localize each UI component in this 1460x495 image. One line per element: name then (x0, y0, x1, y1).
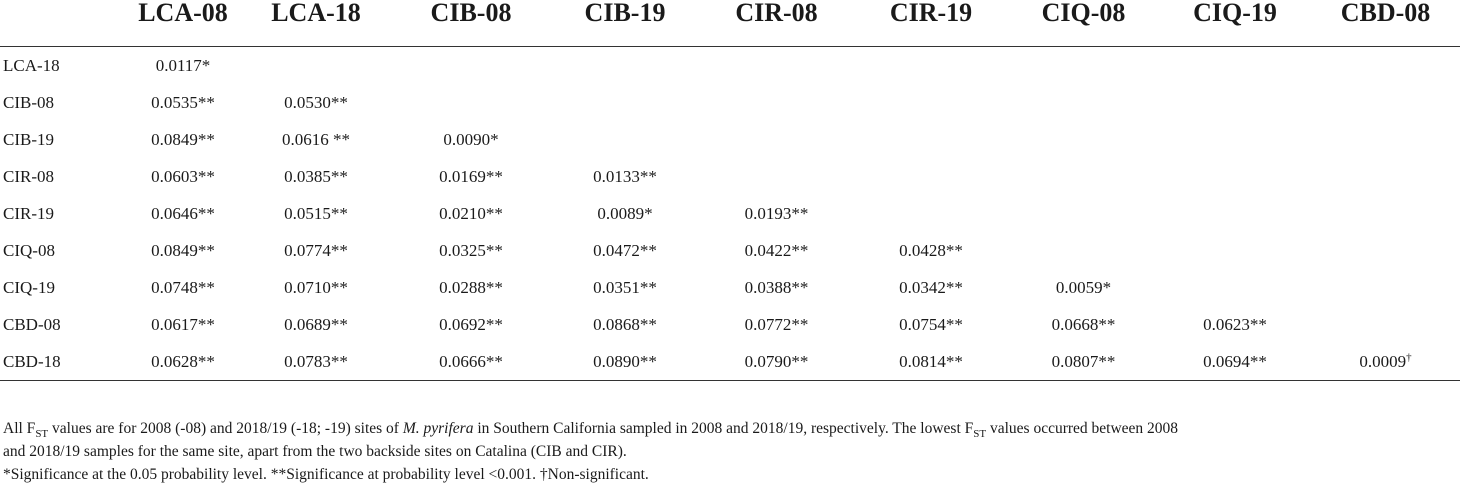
fst-value: 0.0385** (284, 166, 348, 186)
fst-value-cell (125, 47, 241, 85)
fst-value: 0.0342** (899, 277, 963, 297)
fst-value-cell (1311, 306, 1460, 343)
fst-value-cell (854, 269, 1008, 306)
fst-value-cell (551, 47, 699, 85)
fst-value: 0.0617** (151, 314, 215, 334)
fst-value-cell (551, 84, 699, 121)
column-header: CBD-08 (1340, 0, 1431, 27)
table-row (0, 121, 1460, 158)
fst-value-cell (1159, 47, 1311, 85)
fst-value: 0.0668** (1051, 314, 1116, 334)
column-header: CIR-08 (735, 0, 818, 27)
fst-value: 0.0009 (1359, 351, 1407, 371)
fst-value-cell (551, 121, 699, 158)
row-label: CIQ-08 (3, 240, 55, 260)
fst-value-cell (551, 269, 699, 306)
fst-value-cell (125, 195, 241, 232)
fst-value-cell (854, 84, 1008, 121)
fst-value-cell (1008, 195, 1159, 232)
fst-value: 0.0515** (284, 203, 348, 223)
fst-value-cell (854, 158, 1008, 195)
fst-value: 0.0530** (284, 92, 348, 112)
fst-value-cell (125, 84, 241, 121)
column-header: CIR-19 (889, 0, 973, 27)
fst-value: 0.0089* (597, 203, 653, 223)
table-row (0, 269, 1460, 306)
fst-value: 0.0666** (439, 351, 503, 371)
fst-value-cell (699, 121, 854, 158)
species-name: M. pyrifera (402, 420, 474, 437)
fst-value-cell (1008, 121, 1159, 158)
fst-value-cell (1008, 343, 1159, 381)
fst-value: 0.0210** (439, 203, 503, 223)
non-significant-mark: † (1406, 350, 1412, 363)
fst-value-cell (1159, 306, 1311, 343)
fst-value-cell (854, 343, 1008, 381)
row-label: CIR-08 (3, 166, 54, 186)
table-row (0, 195, 1460, 232)
fst-value-cell (1008, 269, 1159, 306)
fst-value-cell (391, 306, 551, 343)
fst-value-cell (241, 121, 391, 158)
fst-value-cell (391, 47, 551, 85)
fst-value-cell (854, 232, 1008, 269)
fst-value: 0.0388** (744, 277, 809, 297)
fst-value-cell (241, 158, 391, 195)
table-row (0, 84, 1460, 121)
table-row (0, 232, 1460, 269)
footnote-line-1: All $F_{ST}$ values are for 2008 (-08) and 2018/19 (-18; -19) sites of M. pyrifera in Southern California sampled in 2008 and 2018/19, respectively. The lowest $F_{ST}$ values occurred between 2008 (3, 420, 1179, 441)
column-header: LCA-18 (271, 0, 361, 27)
table-row (0, 306, 1460, 343)
fst-value: 0.0628** (151, 351, 215, 371)
fst-value: 0.0694** (1203, 351, 1267, 371)
fst-value: 0.0689** (284, 314, 348, 334)
footnote-significance: *Significance at the 0.05 probability level. **Significance at probability level <0.001. †Non-significant. (3, 466, 649, 483)
fst-value-cell (699, 343, 854, 381)
fst-value-cell (391, 232, 551, 269)
fst-value-cell (125, 121, 241, 158)
fst-value-cell (699, 158, 854, 195)
table-body (0, 47, 1460, 381)
fst-value: 0.0623** (1203, 314, 1267, 334)
fst-value-cell (391, 343, 551, 381)
fst-value: 0.0133** (593, 166, 657, 186)
fst-value-cell (551, 306, 699, 343)
fst-value-cell (551, 232, 699, 269)
fst-value: 0.0428** (899, 240, 963, 260)
fst-value: 0.0117* (155, 55, 211, 75)
fst-value-cell (391, 158, 551, 195)
fst-value-cell (1159, 195, 1311, 232)
fst-value: 0.0169** (439, 166, 503, 186)
fst-value: 0.0090* (443, 129, 499, 149)
fst-value-cell (1159, 269, 1311, 306)
fst-value-cell (1311, 195, 1460, 232)
fst-value: 0.0472** (593, 240, 657, 260)
fst-value: 0.0288** (439, 277, 503, 297)
fst-value-cell (1008, 232, 1159, 269)
fst-value-cell (241, 84, 391, 121)
fst-value: 0.0535** (151, 92, 215, 112)
fst-value-cell (551, 158, 699, 195)
fst-value-cell (699, 84, 854, 121)
fst-value-cell (241, 195, 391, 232)
fst-value: 0.0849** (151, 129, 215, 149)
fst-value: 0.0748** (151, 277, 215, 297)
fst-value: 0.0790** (744, 351, 809, 371)
fst-value: 0.0772** (744, 314, 809, 334)
fst-value-cell (1008, 158, 1159, 195)
fst-value: 0.0868** (593, 314, 657, 334)
fst-value-cell (699, 269, 854, 306)
table-row (0, 343, 1460, 381)
table-row (0, 47, 1460, 85)
fst-value-cell (1159, 84, 1311, 121)
fst-value: 0.0059* (1055, 277, 1112, 297)
column-header: LCA-08 (138, 0, 228, 27)
fst-value: 0.0754** (899, 314, 963, 334)
fst-value-cell (125, 306, 241, 343)
row-label: CIQ-19 (3, 277, 55, 297)
fst-value-cell (699, 47, 854, 85)
fst-value: 0.0849** (151, 240, 215, 260)
fst-value: 0.0351** (593, 277, 657, 297)
fst-value-cell (125, 158, 241, 195)
fst-value: 0.0710** (284, 277, 348, 297)
column-header: CIQ-08 (1041, 0, 1126, 27)
fst-value: 0.0692** (439, 314, 503, 334)
fst-value-cell (125, 232, 241, 269)
row-label: CBD-18 (3, 351, 61, 371)
fst-value-cell (1311, 47, 1460, 85)
fst-value: 0.0422** (744, 240, 809, 260)
fst-value-cell (854, 47, 1008, 85)
fst-value-cell (1311, 269, 1460, 306)
fst-value-cell (699, 195, 854, 232)
row-label: CIB-08 (3, 92, 54, 112)
fst-value-cell (1311, 343, 1460, 381)
fst-value: 0.0325** (439, 240, 503, 260)
fst-value: 0.0890** (593, 351, 657, 371)
row-label: LCA-18 (3, 55, 60, 75)
fst-value-cell (1311, 158, 1460, 195)
row-label: CBD-08 (3, 314, 61, 334)
fst-value-cell (1159, 121, 1311, 158)
column-header: CIB-19 (584, 0, 666, 27)
row-label: CIR-19 (3, 203, 54, 223)
fst-value-cell (391, 195, 551, 232)
column-header: CIQ-19 (1193, 0, 1277, 27)
fst-value-cell (391, 121, 551, 158)
table-row (0, 158, 1460, 195)
fst-value-cell (1311, 84, 1460, 121)
fst-value-cell (1159, 343, 1311, 381)
fst-value-cell (391, 84, 551, 121)
fst-value-cell (1008, 306, 1159, 343)
fst-value-cell (1159, 232, 1311, 269)
fst-value: 0.0807** (1051, 351, 1116, 371)
column-header: CIB-08 (430, 0, 512, 27)
fst-value-cell (1008, 47, 1159, 85)
fst-value-cell (241, 47, 391, 85)
fst-value-cell (1311, 232, 1460, 269)
fst-value-cell (1311, 121, 1460, 158)
footnote-line-2: and 2018/19 samples for the same site, apart from the two backside sites on Catalina (CIB and CIR). (3, 443, 627, 460)
fst-value-cell (241, 343, 391, 381)
fst-value: 0.0783** (284, 351, 348, 371)
fst-value-cell (699, 232, 854, 269)
fst-value-cell (241, 269, 391, 306)
fst-value-cell (125, 343, 241, 381)
fst-value-cell (241, 232, 391, 269)
fst-value-cell (854, 195, 1008, 232)
fst-value-cell (551, 195, 699, 232)
fst-value: 0.0774** (284, 240, 348, 260)
table-footnotes (0, 417, 1460, 486)
fst-value-cell (125, 269, 241, 306)
fst-value-cell (854, 306, 1008, 343)
fst-value: 0.0193** (744, 203, 809, 223)
fst-value: 0.0616 ** (282, 129, 350, 149)
fst-value-cell (854, 121, 1008, 158)
fst-value: 0.0646** (151, 203, 215, 223)
fst-value-cell (699, 306, 854, 343)
fst-value-cell (551, 343, 699, 381)
fst-value-cell (1008, 84, 1159, 121)
fst-value: 0.0603** (151, 166, 215, 186)
fst-value-cell (1159, 158, 1311, 195)
row-label: CIB-19 (3, 129, 54, 149)
table-header-row (0, 0, 1460, 47)
corner-cell (0, 0, 125, 47)
fst-value-cell (391, 269, 551, 306)
fst-value-cell (241, 306, 391, 343)
fst-value: 0.0814** (899, 351, 963, 371)
